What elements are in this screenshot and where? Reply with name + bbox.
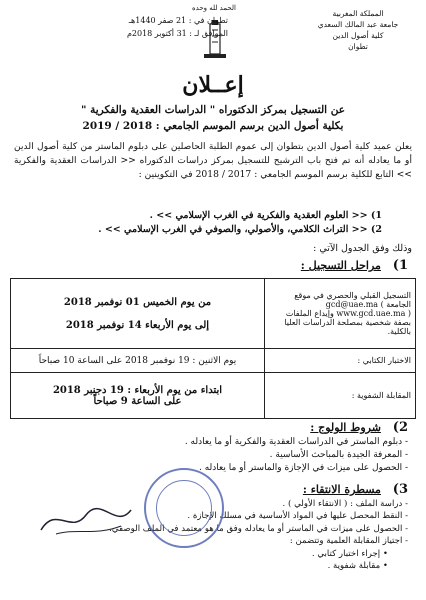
table-row <box>11 373 416 419</box>
written-exam-date: يوم الاثنين : 19 نوفمبر 2018 على الساعة 10 صباحاً <box>38 355 237 366</box>
signature-icon <box>36 500 136 540</box>
schedule-intro: وذلك وفق الجدول الآتي : <box>313 243 412 254</box>
section-2-heading <box>310 420 408 435</box>
list-item: - دراسة الملف : ( الانتقاء الأولي ) . <box>282 499 408 509</box>
section-3-number: 3) <box>392 482 408 497</box>
list-item: - دبلوم الماستر في الدراسات العقدية والفكرية أو ما يعادله . <box>184 437 408 447</box>
table-row <box>11 349 416 373</box>
condition-list <box>185 436 408 475</box>
table-cell-label: التسجيل القبلي والحصري في موقع الجامعة gcd@uae.ma ( www.gcd.uae.ma ) وإيداع الملفات بصفة شخصية بمصلحة الدراسات العليا بالكلية. <box>265 279 416 349</box>
institution-header <box>298 8 418 52</box>
section-2-title: شروط الولوج : <box>310 421 381 434</box>
date-hijri: تطوان في : 21 صفر 1440هـ <box>128 16 228 25</box>
table-cell-label: المقابلة الشفوية : <box>265 373 416 419</box>
oral-exam-date: ابتداء من يوم الأربعاء : 19 دجنبر 2018 <box>52 384 223 396</box>
subtitle-center: عن التسجيل بمركز الدكتوراه " الدراسات العقدية والفكرية " <box>81 104 345 116</box>
oral-exam-time: على الساعة 9 صباحاً <box>93 395 182 407</box>
section-1-number: 1) <box>392 258 408 273</box>
section-3-title: مسطرة الانتقاء : <box>302 483 381 496</box>
list-item: • إجراء اختبار كتابي . <box>311 548 388 559</box>
table-cell-label: الاختبار الكتابي : <box>265 349 416 373</box>
schedule-table <box>10 278 416 419</box>
section-1-title: مراحل التسجيل : <box>300 259 381 272</box>
kingdom-name: المملكة المغربية <box>332 9 384 18</box>
subtitle-year: بكلية أصول الدين برسم الموسم الجامعي : 2018 / 2019 <box>82 120 344 132</box>
official-stamp <box>144 468 224 548</box>
page-title: إعــلان <box>182 72 244 98</box>
date-block <box>118 14 228 40</box>
list-item: • مقابلة شفوية . <box>327 561 388 572</box>
stamp-ring <box>156 480 212 536</box>
schedule-start: من يوم الخميس 01 نوفمبر 2018 <box>63 296 212 308</box>
date-gregorian: الموافق لـ : 31 أكتوبر 2018م <box>126 29 228 38</box>
schedule-end: إلى يوم الأربعاء 14 نوفمبر 2018 <box>65 319 210 331</box>
list-item: - المعرفة الجيدة بالمباحث الأساسية . <box>269 450 408 460</box>
section-2-number: 2) <box>392 420 408 435</box>
city-name: تطوان <box>348 42 368 51</box>
program-1: 1) << العلوم العقدية والفكرية في الغرب الإسلامي >> . <box>149 210 382 221</box>
table-row <box>11 279 416 349</box>
list-item: - الحصول على ميزات في الماستر أو ما يعادله وفق ما هو معتمد في الملف الوصفي. <box>109 523 408 534</box>
list-item: - النقط المحصل عليها في المواد الأساسية في مسلك الإجازة . <box>187 511 408 522</box>
program-2: 2) << التراث الكلامي، والأصولي، والصوفي في الغرب الإسلامي >> . <box>98 224 382 235</box>
section-1-heading <box>301 258 408 273</box>
list-item: - الحصول على ميزات في الإجازة والماستر أو ما يعادله . <box>198 463 408 473</box>
section-3-heading <box>303 482 408 497</box>
list-item: - اجتياز المقابلة العلمية وتتضمن : <box>289 536 408 547</box>
table-cell-value <box>11 373 265 419</box>
basmala: الحمد لله وحده <box>191 4 237 12</box>
table-cell-value <box>11 279 265 349</box>
university-name: جامعة عبد المالك السعدي <box>317 20 399 29</box>
table-cell-value <box>11 349 265 373</box>
intro-paragraph: يعلن عميد كلية أصول الدين بتطوان إلى عموم الطلبة الحاصلين على دبلوم الماستر من كلية أصول الدين أو ما يعادله أنه تم فتح باب الترشيح للتسجيل بمركز دراسات الدكتوراه << الدراسات العقدية والفكرية >> التابع للكلية برسم الموسم الجامعي : 2017 / 2018 في التكوينين : <box>14 141 412 180</box>
faculty-name: كلية أصول الدين <box>332 31 384 40</box>
